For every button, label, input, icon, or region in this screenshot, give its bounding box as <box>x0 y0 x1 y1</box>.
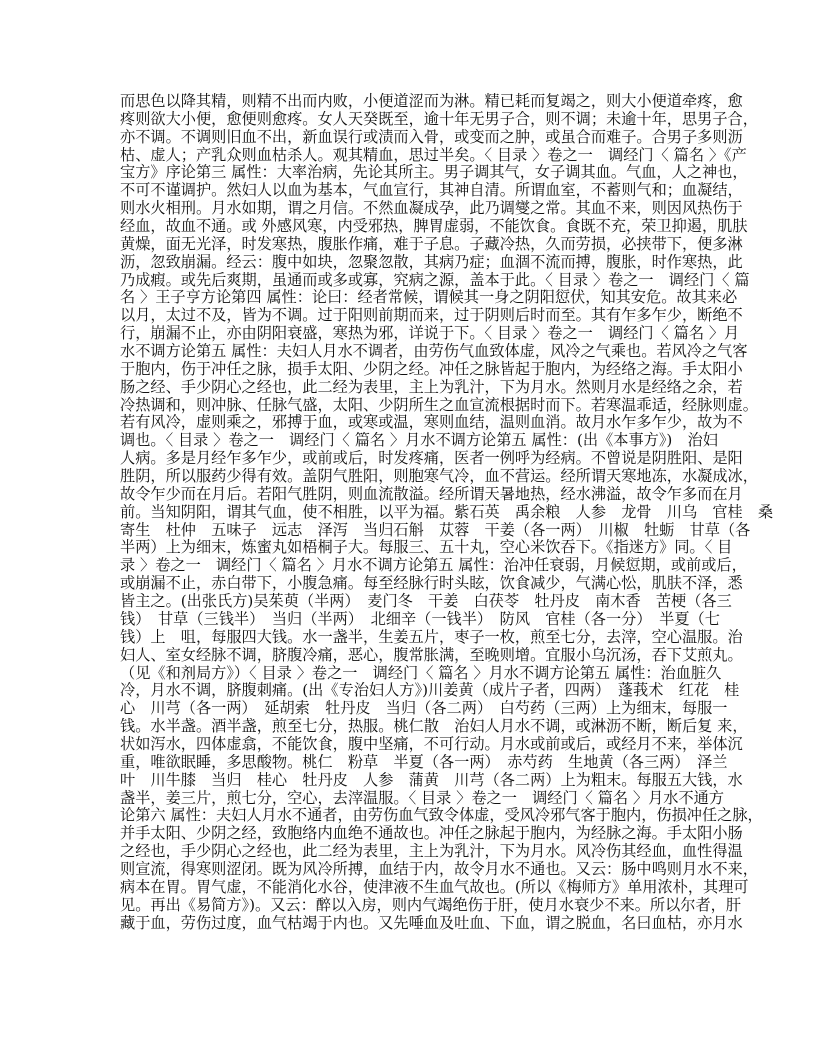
text-line: 人病。多是月经乍多乍少，或前或后，时发疼痛，医者一例呼为经病。不曾说是阴胜阳、是阳 <box>120 449 743 468</box>
text-line: 半两）上为细末，炼蜜丸如梧桐子大。每服三、五十丸，空心米饮吞下。《指迷方》同。〈 目 <box>120 538 733 557</box>
text-line: 心 川芎（各一两） 延胡索 牡丹皮 当归（各二两） 白芍药（三两）上为细末，每服一 <box>120 699 728 718</box>
text-line <box>120 932 704 950</box>
text-line: 若有风冷，虚则乘之，邪搏于血，或寒或温，寒则血结，温则血消。故月水乍多乍少，故为不 <box>120 413 743 432</box>
text-line: 冷热调和，则冲脉、任脉气盛，太阳、少阴所生之血宣流根据时而下。若寒温乖适，经脉则虚。 <box>120 395 758 414</box>
text-line: 行，崩漏不止，亦由阴阳衰盛，寒热为邪，详说于下。〈 目录 〉卷之一 调经门〈 篇名 〉月 <box>120 324 740 343</box>
text-line: 钱。水半盏。酒半盏，煎至七分，热服。桃仁散 治妇人月水不调，或淋沥不断，断后复 来， <box>120 717 748 736</box>
text-line: 并手太阳、少阴之经，致胞络内血绝不通故也。冲任之脉起于胞内，为经脉之海。手太阳小肠 <box>120 824 743 843</box>
text-line: 亦不调。不调则旧血不出，新血误行或渍而入骨，或变而之肿，或虽合而难子。合男子多则沥 <box>120 127 743 146</box>
text-line: 重，唯欲眠睡，多思酸物。桃仁 粉草 半夏（各一两） 赤芍药 生地黄（各三两） 泽兰 <box>120 752 728 771</box>
text-line: 钱） 甘草（三钱半） 当归（半两） 北细辛（一钱半） 防风 官桂（各一分） 半夏（七 <box>120 609 720 628</box>
text-line: 前。当知阴阳，谓其气血，使不相胜，以平为福。紫石英 禹余粮 人参 龙骨 川乌 官桂 桑 <box>120 502 774 521</box>
text-line: 水不调方论第五 属性：夫妇人月水不调者，由劳伤气血致体虚，风冷之气乘也。若风冷之气客 <box>120 342 748 361</box>
text-line: 以月，太过不及，皆为不调。过于阳则前期而来，过于阴则后时而至。其有乍多乍少，断绝不 <box>120 306 743 325</box>
text-line: 寄生 杜仲 五味子 远志 泽泻 当归石斛 苁蓉 干姜（各一两） 川椒 牡蛎 甘草（各 <box>120 520 751 539</box>
text-line: 肠之经、手少阴心之经也，此二经为表里，主上为乳汁，下为月水。然则月水是经络之余，若 <box>120 377 743 396</box>
text-line: （见《和剂局方》）〈 目录 〉卷之一 调经门〈 篇名 〉月水不调方论第五 属性：治血脏久 <box>120 663 722 682</box>
text-line: 不可不谨调护。然妇人以血为基本，气血宣行，其神自清。所谓血室，不蓄则气和；血凝结， <box>120 181 743 200</box>
text-line: 胜阴，所以服药少得有效。盖阴气胜阳，则胞寒气冷，血不营运。经所谓天寒地冻，水凝成冰， <box>120 467 758 486</box>
text-line: 叶 川牛膝 当归 桂心 牡丹皮 人参 蒲黄 川芎（各二两）上为粗末。每服五大钱，水 <box>120 770 743 789</box>
text-line: 乃成瘕。或先后爽期，虽通而或多或寡，究病之源，盖本于此。〈 目录 〉卷之一 调经门〈 篇 <box>120 270 750 289</box>
text-line: 则宣流，得寒则涩闭。既为风冷所搏，血结于内，故令月水不通也。又云：肠中鸣则月水不来， <box>120 859 758 878</box>
text-line: 则水火相刑。月水如期，谓之月信。不然血凝成孕，此乃调燮之常。其血不来，则因风热伤于 <box>120 199 743 218</box>
text-line: 枯、虚人；产乳众则血枯杀人。观其精血，思过半矣。〈 目录 〉卷之一 调经门〈 篇名 〉《产 <box>120 145 747 164</box>
text-line: 冷，月水不调，脐腹刺痛。(出《专治妇人方》)川姜黄（成片子者，四两） 蓬莪术 红花 桂 <box>120 681 740 700</box>
text-line: 或崩漏不止，赤白带下，小腹急痛。每至经脉行时头眩，饮食减少，气满心忪，肌肤不泽，悉 <box>120 574 743 593</box>
text-line: 见。再出《易简方》)。又云：醉以入房，则内气竭绝伤于肝，使月水衰少不来。所以尔者，肝 <box>120 895 742 914</box>
document-page <box>120 92 774 950</box>
text-line: 妇人、室女经脉不调，脐腹冷痛，恶心，腹常胀满，至晚则增。宜服小乌沉汤，吞下艾煎丸。 <box>120 645 743 664</box>
text-line: 沥，忽致崩漏。经云：腹中如块，忽聚忽散，其病乃症；血涸不流而搏，腹胀，时作寒热，此 <box>120 252 743 271</box>
text-line: 宝方》序论第三 属性：大率治病，先论其所主。男子调其气，女子调其血。气血，人之神也， <box>120 163 748 182</box>
text-line: 录 〉卷之一 调经门〈 篇名 〉月水不调方论第五 属性：治冲任衰弱，月候愆期，或前或后， <box>120 556 747 575</box>
text-line: 而思色以降其精，则精不出而内败，小便道涩而为淋。精已耗而复竭之，则大小便道牵疼，愈 <box>120 92 743 110</box>
text-line: 状如泻水，四体虚翕，不能饮食，腹中坚痛，不可行动。月水或前或后，或经月不来，举体沉 <box>120 734 743 753</box>
text-line: 调也。〈 目录 〉卷之一 调经门〈 篇名 〉月水不调方论第五 属性：(出《本事方》) 治妇 <box>120 431 718 450</box>
text-line: 故令乍少而在月后。若阳气胜阴，则血流散溢。经所谓天暑地热，经水沸溢，故令乍多而在月 <box>120 484 743 503</box>
text-line: 病本在胃。胃气虚，不能消化水谷，使津液不生血气故也。(所以《梅师方》单用浓朴，其理可 <box>120 877 749 896</box>
text-line: 于胞内，伤于冲任之脉，损手太阳、少阴之经。冲任之脉皆起于胞内，为经络之海。手太阳小 <box>120 359 743 378</box>
text-line: 黄燥，面无光泽，时发寒热，腹胀作痛，难于子息。子藏冷热，久而劳损，必挟带下，便多淋 <box>120 234 743 253</box>
text-line: 盏半，姜三片，煎七分，空心，去滓温服。〈 目录 〉卷之一 调经门〈 篇名 〉月水不通方 <box>120 788 725 807</box>
text-line: 论第六 属性：夫妇人月水不通者，由劳伤血气致令体虚，受风冷邪气客于胞内，伤损冲任之脉， <box>120 806 763 825</box>
text-line: 名 〉王子亨方论第四 属性：论曰：经者常候，谓候其一身之阴阳愆伏，知其安危。故其来必 <box>120 288 738 307</box>
text-line: 皆主之。(出张氏方)吴茱萸（半两） 麦门冬 干姜 白茯苓 牡丹皮 南木香 苦梗（各三 <box>120 592 732 611</box>
text-line: 疼则欲大小便，愈便则愈疼。女人天癸既至，逾十年无男子合，则不调；未逾十年，思男子合， <box>120 109 758 128</box>
text-line: 钱）上 咀，每服四大钱。水一盏半，生姜五片，枣子一枚，煎至七分，去滓，空心温服。治 <box>120 627 743 646</box>
text-line: 之经也，手少阴心之经也，此二经为表里，主上为乳汁，下为月水。风冷伤其经血，血性得温 <box>120 842 743 861</box>
text-line: 经血，故血不通。或 外感风寒，内受邪热，脾胃虚弱，不能饮食。食既不充，荣卫抑遏，肌肤 <box>120 217 748 236</box>
text-line: 藏于血，劳伤过度，血气枯竭于内也。又先唾血及吐血、下血，谓之脱血，名曰血枯，亦月水 <box>120 913 743 932</box>
